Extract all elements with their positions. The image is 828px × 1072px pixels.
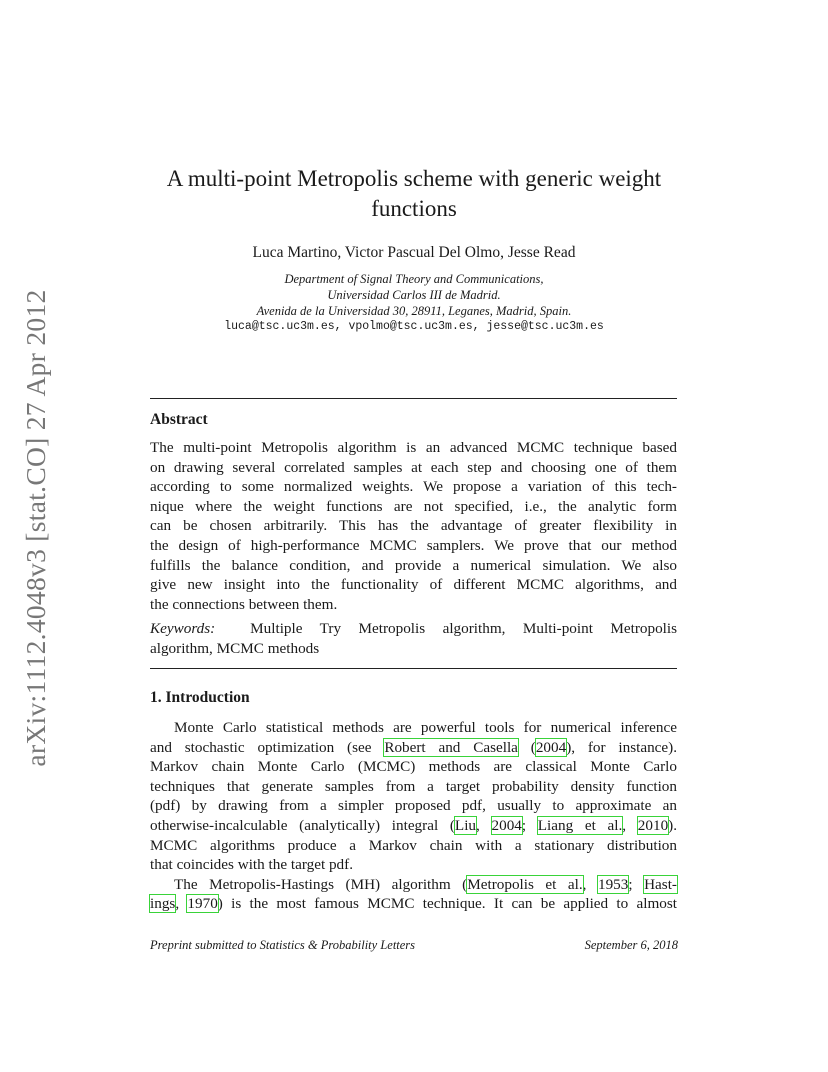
intro-text: and stochastic optimization (see bbox=[150, 738, 385, 756]
introduction-body bbox=[150, 718, 677, 914]
citation-year-link[interactable]: 1970 bbox=[187, 895, 218, 913]
abstract-heading: Abstract bbox=[150, 411, 208, 428]
paper-title bbox=[150, 164, 678, 224]
abstract-line: give new insight into the functionality of different MCMC algorithms, and bbox=[150, 576, 677, 594]
affiliation-line: Avenida de la Universidad 30, 28911, Leganes, Madrid, Spain. bbox=[256, 304, 572, 318]
keywords-text: Multiple Try Metropolis algorithm, Multi-point Metropolis bbox=[250, 620, 678, 637]
intro-text: , bbox=[622, 816, 638, 834]
affiliation-line: Department of Signal Theory and Communications, bbox=[284, 272, 544, 286]
abstract-line: fulfills the balance condition, and provide a numerical simulation. We also bbox=[150, 556, 677, 574]
citation-link[interactable]: Hast- bbox=[644, 875, 677, 893]
keywords-line: algorithm, MCMC methods bbox=[150, 639, 320, 657]
intro-text: ; bbox=[521, 816, 538, 834]
intro-line: Monte Carlo statistical methods are powerful tools for numerical inference bbox=[174, 719, 677, 736]
abstract-line: can be chosen arbitrarily. This has the advantage of greater flexibility in bbox=[150, 517, 677, 535]
intro-line: that coincides with the target pdf. bbox=[150, 856, 354, 874]
intro-text: , bbox=[175, 895, 188, 913]
citation-year-link[interactable]: 2004 bbox=[535, 738, 567, 756]
footer-preprint-note: Preprint submitted to Statistics & Probability Letters bbox=[150, 938, 416, 952]
arxiv-identifier-stamp bbox=[12, 290, 60, 766]
citation-link[interactable]: Metropolis et al. bbox=[467, 875, 583, 893]
abstract-top-rule bbox=[150, 398, 677, 399]
title-line: functions bbox=[371, 196, 457, 221]
abstract-line: the connections between them. bbox=[150, 595, 338, 613]
citation-link[interactable]: Liang et al. bbox=[537, 816, 623, 834]
intro-text: otherwise-incalculable (analytically) integral ( bbox=[150, 816, 455, 834]
keywords-label: Keywords: bbox=[150, 620, 216, 637]
affiliation-line: Universidad Carlos III de Madrid. bbox=[327, 288, 501, 302]
title-line: A multi-point Metropolis scheme with generic weight bbox=[166, 166, 662, 191]
intro-text: , bbox=[582, 875, 598, 893]
affiliation-block bbox=[150, 271, 678, 335]
abstract-line: according to some normalized weights. We propose a variation of this tech- bbox=[150, 478, 677, 496]
intro-line bbox=[150, 894, 677, 914]
citation-link[interactable]: Liu bbox=[454, 816, 477, 834]
intro-text: ; bbox=[628, 875, 645, 893]
arxiv-identifier-text: arXiv:1112.4048v3 [stat.CO] 27 Apr 2012 bbox=[20, 289, 51, 767]
intro-line: Markov chain Monte Carlo (MCMC) methods are classical Monte Carlo bbox=[150, 758, 677, 776]
keywords-line bbox=[150, 619, 677, 639]
intro-text: ( bbox=[517, 738, 536, 756]
abstract-line: nique where the weight functions are not specified, i.e., the analytic form bbox=[150, 497, 677, 515]
intro-line: techniques that generate samples from a target probability density function bbox=[150, 777, 677, 795]
intro-text: ). bbox=[668, 816, 678, 834]
abstract-body bbox=[150, 438, 677, 614]
footer-date: September 6, 2018 bbox=[584, 938, 678, 952]
citation-link[interactable]: Robert and Casella bbox=[384, 738, 518, 756]
abstract-line: the design of high-performance MCMC samplers. We prove that our method bbox=[150, 536, 677, 554]
abstract-line: on drawing several correlated samples at each step and choosing one of them bbox=[150, 458, 677, 476]
citation-link[interactable]: ings bbox=[150, 895, 176, 913]
author-list: Luca Martino, Victor Pascual Del Olmo, Jesse Read bbox=[252, 244, 576, 261]
intro-line bbox=[150, 738, 677, 758]
intro-line: (pdf) by drawing from a simpler proposed pdf, usually to approximate an bbox=[150, 797, 677, 815]
citation-year-link[interactable]: 1953 bbox=[597, 875, 629, 893]
intro-line bbox=[150, 875, 677, 895]
intro-line bbox=[150, 816, 677, 836]
intro-text: The Metropolis-Hastings (MH) algorithm ( bbox=[174, 875, 468, 893]
abstract-line: The multi-point Metropolis algorithm is an advanced MCMC technique based bbox=[150, 439, 677, 456]
intro-text: ), for instance). bbox=[566, 738, 678, 756]
intro-text: , bbox=[476, 816, 492, 834]
citation-year-link[interactable]: 2004 bbox=[491, 816, 522, 834]
abstract-bottom-rule bbox=[150, 668, 677, 669]
intro-text: ) is the most famous MCMC technique. It can be applied to almost bbox=[217, 895, 678, 913]
section-heading-introduction: 1. Introduction bbox=[150, 689, 250, 706]
keywords-block bbox=[150, 619, 677, 658]
author-emails: luca@tsc.uc3m.es, vpolmo@tsc.uc3m.es, jesse@tsc.uc3m.es bbox=[224, 320, 604, 333]
citation-year-link[interactable]: 2010 bbox=[637, 816, 669, 834]
intro-line: MCMC algorithms produce a Markov chain with a stationary distribution bbox=[150, 836, 677, 854]
